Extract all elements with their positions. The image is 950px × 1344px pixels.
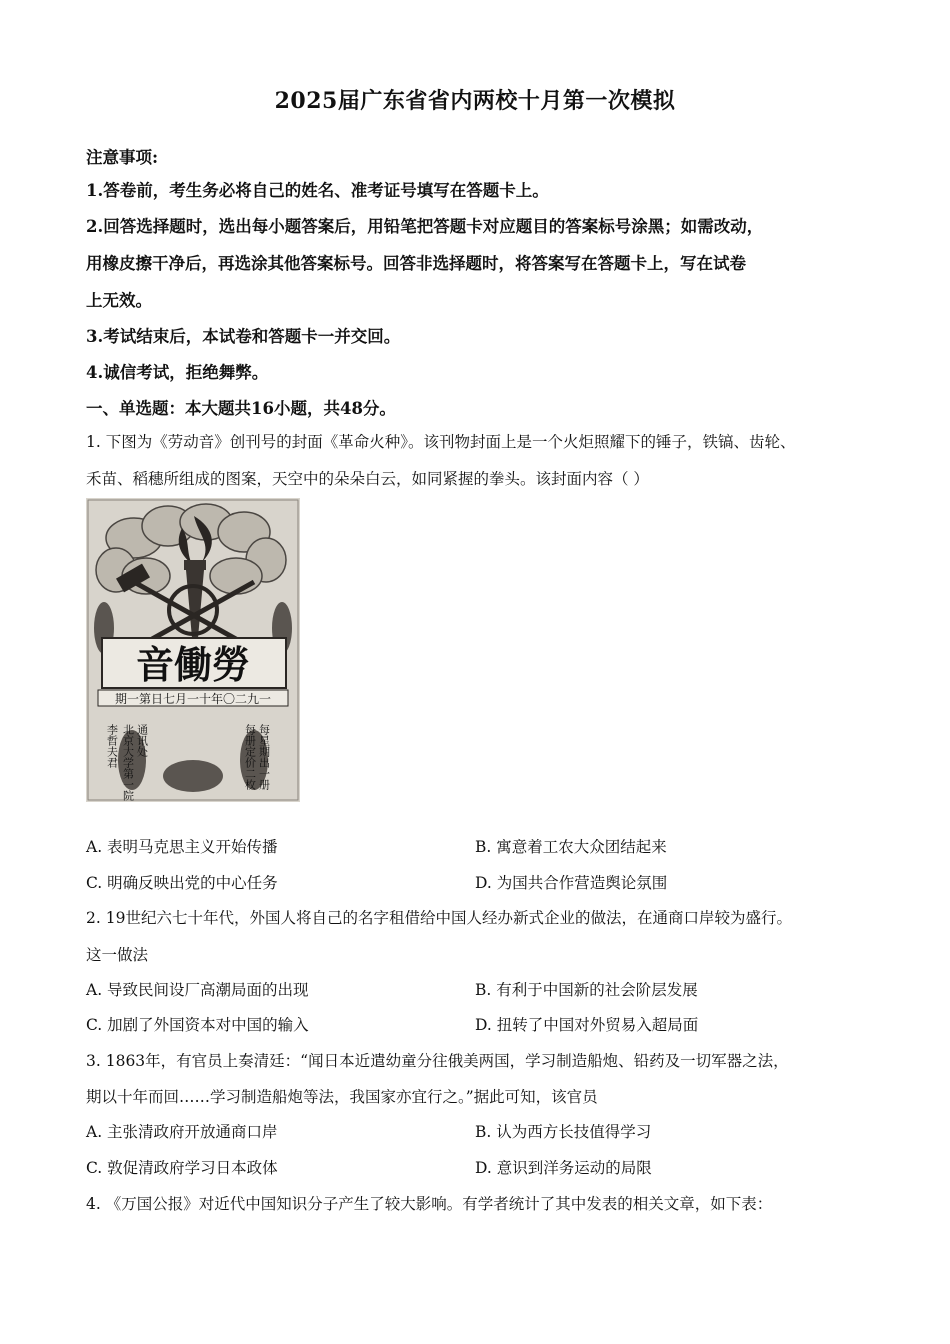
section-heading: 一、单选题：本大题共16小题，共48分。 — [86, 399, 396, 418]
q3-option-a: A. 主张清政府开放通商口岸 — [86, 1123, 278, 1141]
q3-option-d: D. 意识到洋务运动的局限 — [475, 1159, 652, 1177]
notes-heading: 注意事项: — [86, 148, 159, 167]
q3-stem-line-2: 期以十年而回……学习制造船炮等法，我国家亦宜行之。”据此可知，该官员 — [86, 1088, 598, 1106]
q3-stem-line-1: 3. 1863年，有官员上奏清廷：“闻日本近遣幼童分往俄美两国，学习制造船炮、铅药及一切军器之法， — [86, 1052, 789, 1070]
q1-option-d: D. 为国共合作营造舆论氛围 — [475, 874, 668, 892]
q2-stem-line-2: 这一做法 — [86, 946, 149, 964]
q3-option-b: B. 认为西方长技值得学习 — [475, 1123, 652, 1141]
cover-title: 音働勞 — [135, 642, 251, 687]
labor-sound-cover-image — [86, 498, 300, 802]
q3-option-c: C. 敦促清政府学习日本政体 — [86, 1159, 278, 1177]
exam-title: 2025届广东省省内两校十月第一次模拟 — [274, 88, 676, 114]
note-2-line-3: 上无效。 — [86, 291, 152, 310]
q2-stem-line-1: 2. 19世纪六七十年代，外国人将自己的名字租借给中国人经办新式企业的做法，在通商口岸较为盛行。 — [86, 909, 792, 927]
q1-option-b: B. 寓意着工农大众团结起来 — [475, 838, 667, 856]
q2-option-c: C. 加剧了外国资本对中国的输入 — [86, 1016, 309, 1034]
note-3: 3.考试结束后，本试卷和答题卡一并交回。 — [86, 327, 401, 346]
cover-right-col-2: 每册定价二枚 — [243, 724, 257, 790]
cover-left-col-3: 李哲夫君 — [105, 724, 119, 768]
q1-stem-line-2: 禾苗、稻穗所组成的图案，天空中的朵朵白云，如同紧握的拳头。该封面内容（ ） — [86, 470, 649, 488]
note-2-line-2: 用橡皮擦干净后，再选涂其他答案标号。回答非选择题时，将答案写在答题卡上，写在试卷 — [86, 254, 746, 273]
q2-option-d: D. 扭转了中国对外贸易入超局面 — [475, 1016, 699, 1034]
cover-left-col-1: 通讯处 — [135, 724, 149, 757]
cover-right-col-1: 每星期出一册 — [257, 724, 271, 790]
note-2-line-1: 2.回答选择题时，选出每小题答案后，用铅笔把答题卡对应题目的答案标号涂黑；如需改动， — [86, 217, 764, 236]
q1-stem-line-1: 1. 下图为《劳动音》创刊号的封面《革命火种》。该刊物封面上是一个火炬照耀下的锤子，铁镐、齿轮、 — [86, 433, 796, 451]
q2-option-b: B. 有利于中国新的社会阶层发展 — [475, 981, 698, 999]
cover-left-col-2: 北京大学第一院 — [121, 724, 135, 801]
q1-option-a: A. 表明马克思主义开始传播 — [86, 838, 278, 856]
q4-stem-line-1: 4. 《万国公报》对近代中国知识分子产生了较大影响。有学者统计了其中发表的相关文章，如下表： — [86, 1195, 773, 1213]
note-4: 4.诚信考试，拒绝舞弊。 — [86, 363, 269, 382]
cover-date: 期一第日七月一十年〇二九一 — [114, 692, 272, 706]
q1-option-c: C. 明确反映出党的中心任务 — [86, 874, 278, 892]
q2-option-a: A. 导致民间设厂高潮局面的出现 — [86, 981, 309, 999]
note-1: 1.答卷前，考生务必将自己的姓名、准考证号填写在答题卡上。 — [86, 181, 549, 200]
